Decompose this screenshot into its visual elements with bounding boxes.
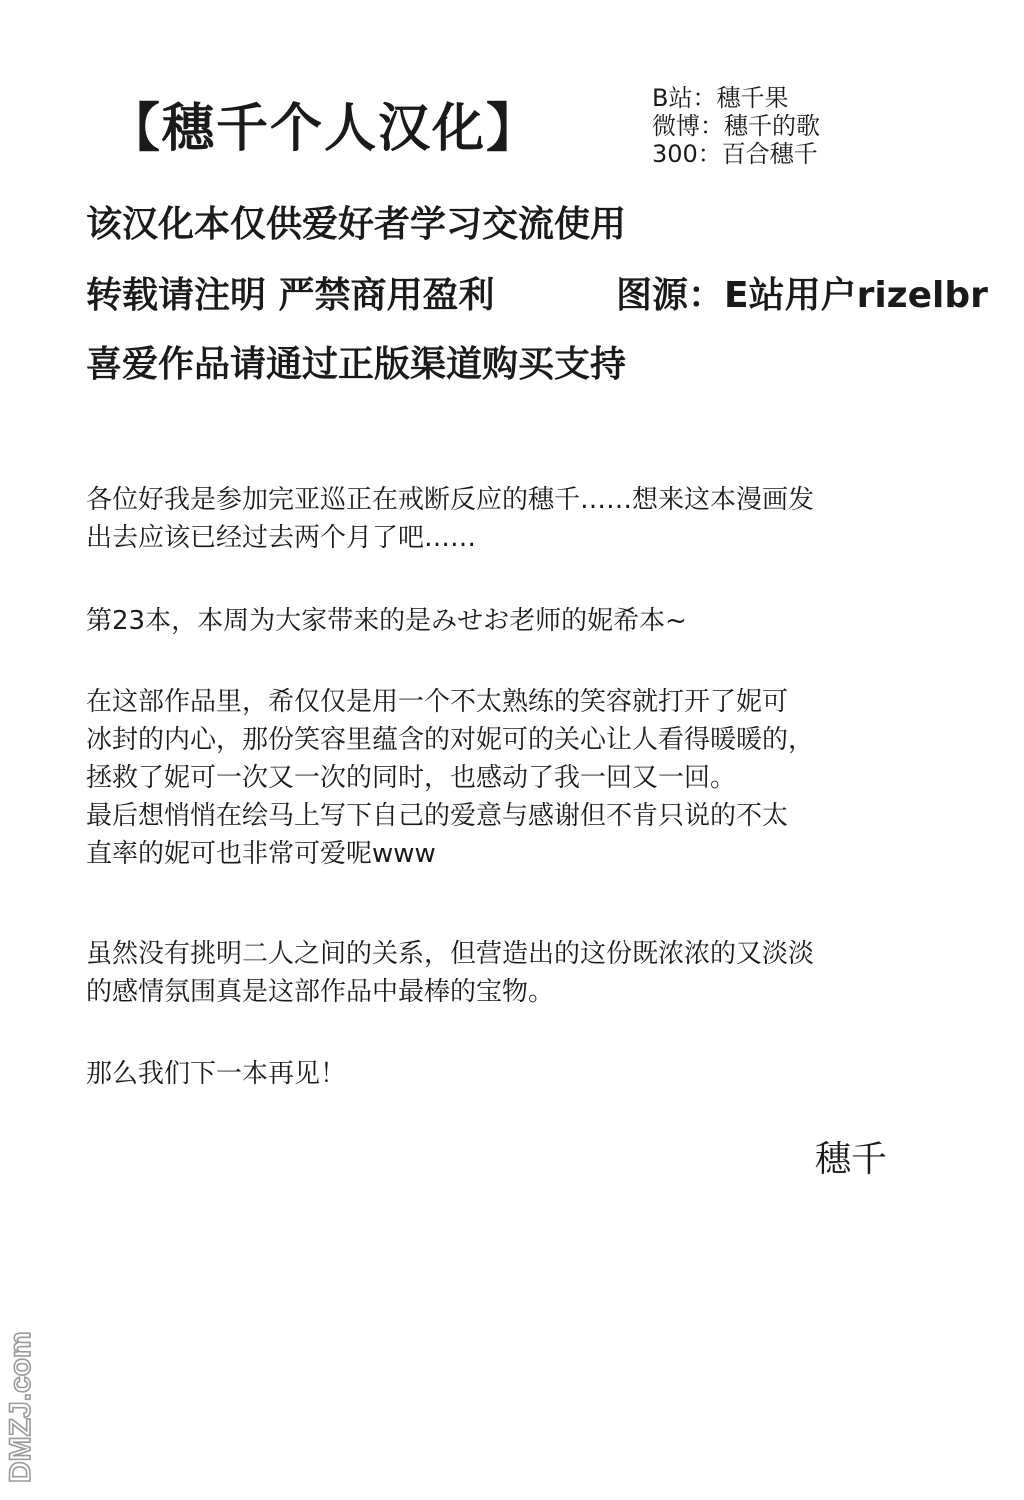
contact-300: 300：百合穗千	[652, 140, 818, 168]
paragraph-farewell	[86, 1055, 346, 1093]
paragraph-line: 在这部作品里，希仅仅是用一个不太熟练的笑容就打开了妮可	[86, 687, 789, 717]
signature: 穗千	[815, 1139, 888, 1180]
paragraph-line: 拯救了妮可一次又一次的同时，也感动了我一回又一回。	[86, 763, 737, 793]
paragraph-atmosphere	[86, 935, 814, 1011]
paragraph-line: 第23本，本周为大家带来的是みせお老师的妮希本~	[86, 606, 687, 636]
paragraph-greeting	[86, 481, 814, 557]
dmzj-watermark-logo	[2, 1318, 38, 1483]
paragraph-line: 出去应该已经过去两个月了吧……	[86, 523, 477, 553]
paragraph-review	[86, 683, 814, 873]
paragraph-line: 冰封的内心，那份笑容里蕴含的对妮可的关心让人看得暖暖的，	[86, 725, 815, 755]
notice-usage: 该汉化本仅供爱好者学习交流使用	[86, 204, 627, 245]
group-title: 【穗千个人汉化】	[108, 99, 541, 159]
paragraph-line: 最后想悄悄在绘马上写下自己的爱意与感谢但不肯只说的不太	[86, 801, 789, 831]
paragraph-line: 各位好我是参加完亚巡正在戒断反应的穗千……想来这本漫画发	[86, 485, 815, 515]
svg-text:DMZJ.com: DMZJ.com	[4, 1331, 37, 1483]
paragraph-intro	[86, 602, 687, 640]
paragraph-line: 的感情氛围真是这部作品中最棒的宝物。	[86, 977, 555, 1007]
contact-list	[652, 84, 820, 168]
paragraph-line: 直率的妮可也非常可爱呢www	[86, 839, 436, 869]
notice-reprint: 转载请注明 严禁商用盈利	[86, 275, 495, 316]
contact-bilibili: B站：穗千果	[652, 84, 789, 112]
paragraph-line: 虽然没有挑明二人之间的关系，但营造出的这份既浓浓的又淡淡	[86, 939, 815, 969]
paragraph-line: 那么我们下一本再见！	[86, 1059, 347, 1089]
notice-image-source: 图源：E站用户rizelbr	[616, 275, 988, 316]
contact-weibo: 微博：穗千的歌	[652, 112, 820, 140]
notice-support: 喜爱作品请通过正版渠道购买支持	[86, 344, 627, 385]
